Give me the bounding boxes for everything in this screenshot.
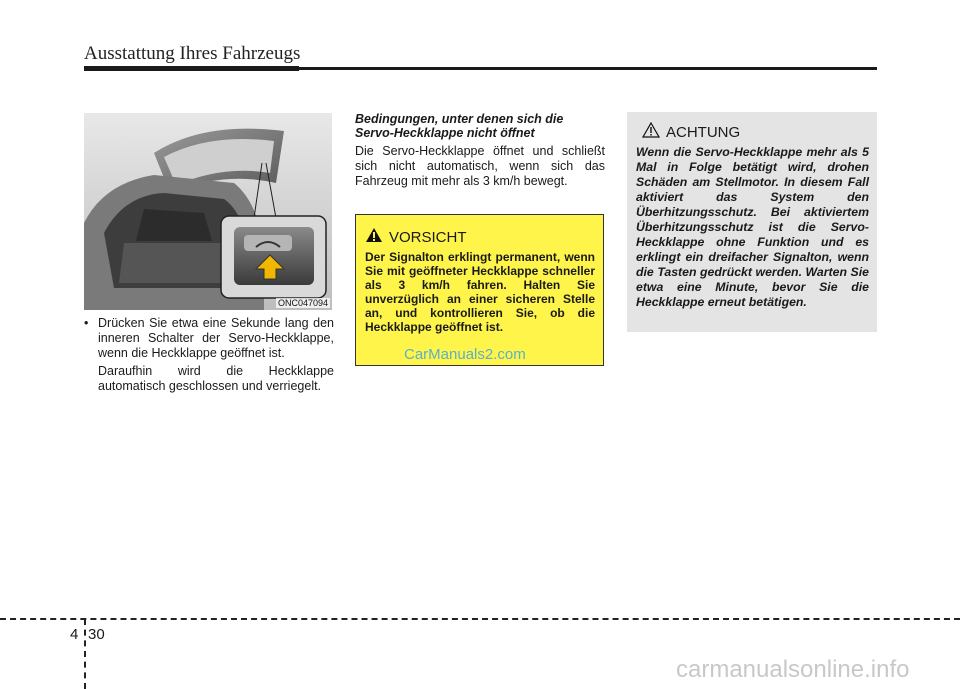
caution-text: Der Signalton erklingt permanent, wenn Sie mit geöffneter Heckklappe schneller als 3 km/h fahren. Halten Sie unverzüglich an einer sicheren Stelle an, und kontrollieren Sie, ob die Heckklappe geöffnet ist. bbox=[365, 250, 595, 334]
bullet-text: Drücken Sie etwa eine Sekunde lang den inneren Schalter der Servo-Heckklappe, wenn die Heckklappe geöffnet ist. bbox=[98, 316, 334, 360]
warning-triangle-icon bbox=[365, 227, 383, 247]
middle-column bbox=[355, 112, 605, 189]
tailgate-photo bbox=[84, 113, 332, 310]
tailgate-illustration bbox=[84, 113, 332, 310]
warning-box bbox=[627, 112, 877, 332]
figure-code: ONC047094 bbox=[277, 298, 328, 308]
caution-title: VORSICHT bbox=[389, 228, 467, 246]
header-rule-accent bbox=[84, 66, 299, 71]
footer-vertical-divider bbox=[84, 619, 86, 689]
warning-title: ACHTUNG bbox=[666, 123, 741, 141]
followup-text: Daraufhin wird die Heckklappe automatisch geschlossen und verriegelt. bbox=[98, 364, 334, 393]
bullet-item bbox=[84, 316, 334, 361]
header-title: Ausstattung Ihres Fahrzeugs bbox=[84, 43, 301, 64]
inline-watermark: CarManuals2.com bbox=[404, 346, 526, 363]
footer-divider bbox=[0, 618, 960, 620]
warning-text: Wenn die Servo-Heckklappe mehr als 5 Mal in Folge betätigt wird, drohen Schäden am Stellmotor. In diesem Fall aktiviert das System den Überhitzungsschutz. Bei aktiviertem Überhitzungsschutz ist die Servo-Heckklappe ohne Funktion und es erklingt ein dreifacher Signalton, wenn die Tasten gedrückt werden. Warten Sie etwa eine Minute, bevor Sie die Heckklappe erneut betätigen. bbox=[636, 145, 869, 309]
section-subheading: Bedingungen, unter denen sich die Servo-Heckklappe nicht öffnet bbox=[355, 112, 564, 140]
chapter-number: 4 bbox=[70, 626, 79, 643]
bullet-dot-icon: • bbox=[84, 316, 89, 330]
site-watermark: carmanualsonline.info bbox=[676, 656, 910, 683]
warning-heading bbox=[636, 122, 869, 142]
caution-box bbox=[355, 214, 604, 366]
left-column bbox=[84, 316, 334, 394]
caution-heading bbox=[365, 227, 595, 247]
warning-triangle-outline-icon bbox=[642, 122, 660, 142]
section-body: Die Servo-Heckklappe öffnet und schließt sich nicht automatisch, wenn sich das Fahrzeug mit mehr als 3 km/h bewegt. bbox=[355, 144, 605, 188]
page-number: 30 bbox=[88, 626, 105, 643]
